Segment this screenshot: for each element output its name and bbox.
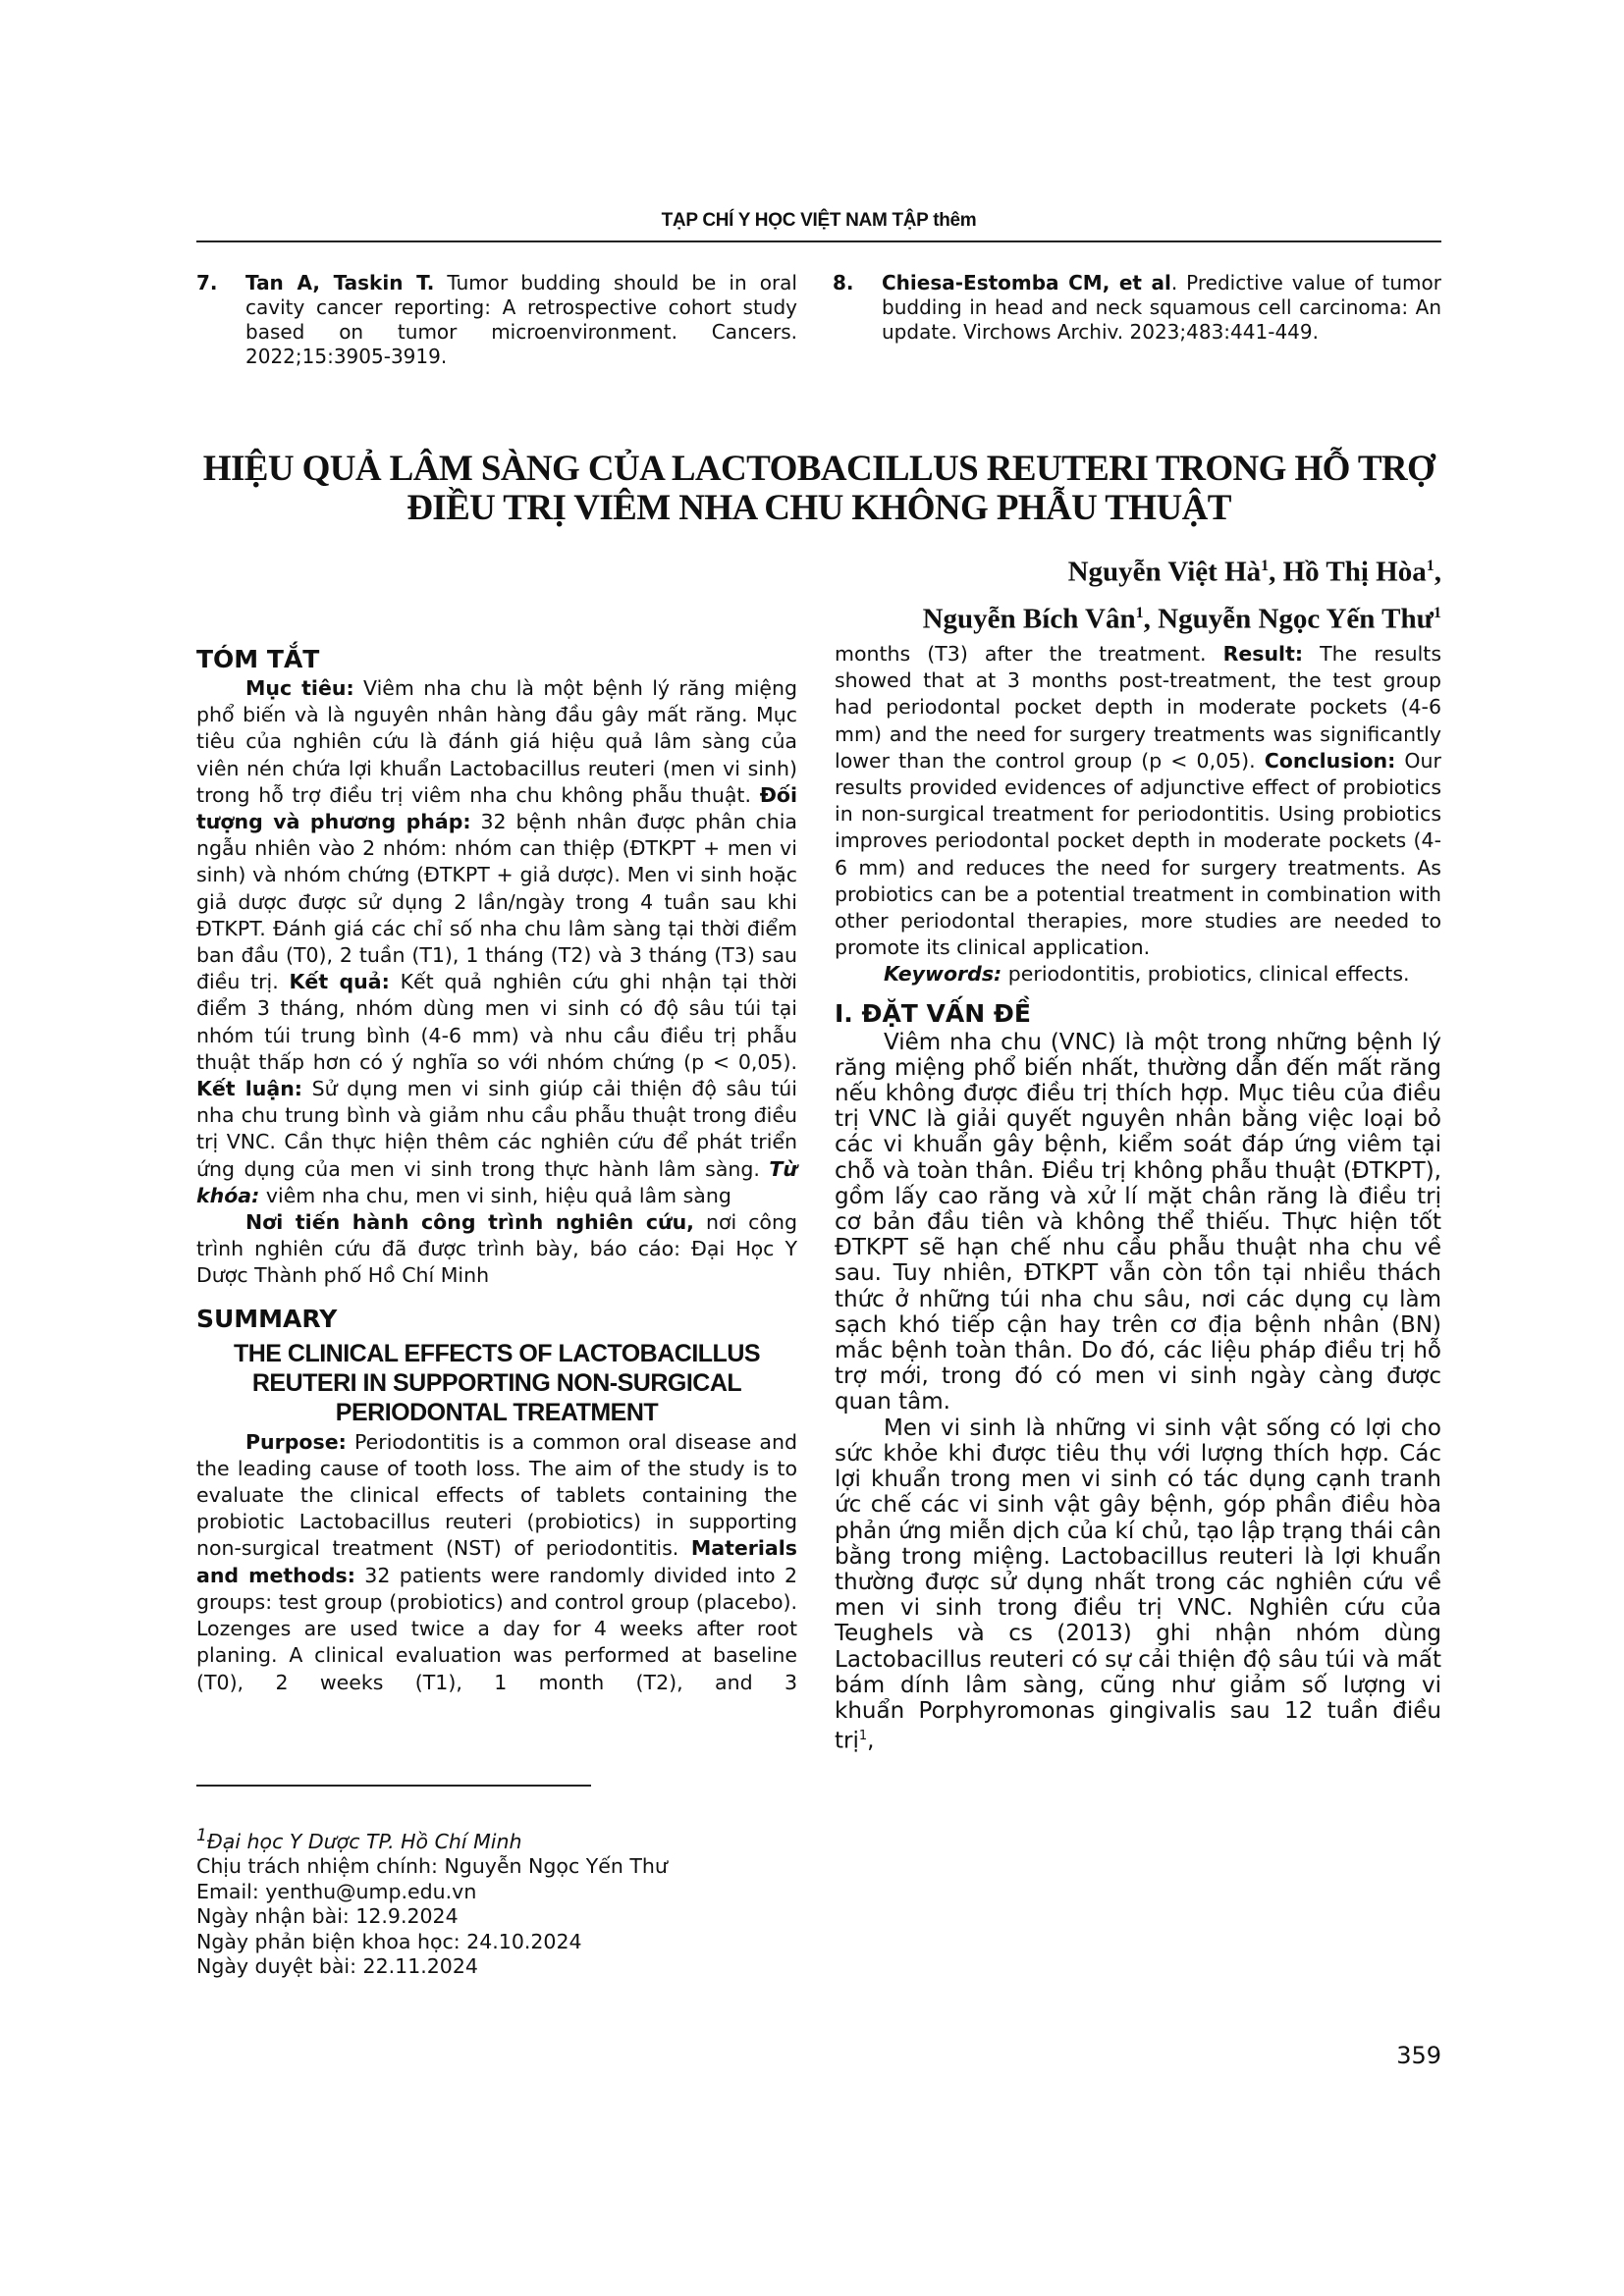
text: Kết quả nghiên cứu ghi nhận tại thời điểm 3 tháng, nhóm dùng men vi sinh có độ sâu túi tại nhóm túi trung bình (4-6 mm) và nhu cầu điều trị phẫu thuật thấp hơn có ý nghĩa so với nhóm chứng (p < 0,05).: [196, 970, 797, 1074]
label: Purpose:: [245, 1429, 347, 1454]
text: Sử dụng men vi sinh giúp cải thiện độ sâu túi nha chu trung bình và giảm nhu cầu phẫu thuật trong điều trị VNC. Cần thực hiện thêm các nghiên cứu để phát triển ứng dụng của men vi sinh trong thực hành lâm sàng.: [196, 1077, 797, 1181]
journal-header: TẠP CHÍ Y HỌC VIỆT NAM TẬP thêm: [661, 210, 977, 231]
abstract-vi-heading: TÓM TẮT: [196, 645, 320, 673]
article-title: [177, 450, 1461, 528]
accepted-date: Ngày duyệt bài: 22.11.2024: [196, 1954, 478, 1979]
reference-authors: Tan A, Taskin T.: [245, 271, 435, 294]
abstract-en-continued: [835, 641, 1441, 961]
email: Email: yenthu@ump.edu.vn: [196, 1879, 477, 1903]
abstract-vi-body: [196, 675, 797, 1209]
affiliation-mark: 1: [1426, 558, 1435, 574]
english-title: THE CLINICAL EFFECTS OF LACTOBACILLUS REUTERI IN SUPPORTING NON-SURGICAL PERIODONTAL TREATMENT: [233, 1339, 761, 1426]
reference-number: 7.: [196, 271, 218, 294]
affiliation-mark: 1: [1434, 604, 1441, 621]
header-divider: [196, 240, 1441, 242]
keywords-en: [835, 961, 1441, 988]
label: Kết quả:: [289, 970, 390, 994]
label: Kết luận:: [196, 1077, 303, 1101]
text: Periodontitis is a common oral disease and the leading cause of tooth loss. The aim of the study is to evaluate the clinical effects of tablets containing the probiotic Lactobacillus reuteri (probiotics) in supporting non-surgical treatment (NST) of periodontitis.: [196, 1429, 797, 1561]
received-date: Ngày nhận bài: 12.9.2024: [196, 1904, 459, 1929]
affiliation-mark: 1: [1261, 558, 1270, 574]
citation[interactable]: 1: [858, 1729, 868, 1744]
text: Viêm nha chu là một bệnh lý răng miệng phổ biến và là nguyên nhân hàng đầu gây mất răng. Mục tiêu của nghiên cứu là đánh giá hiệu quả lâm sàng của viên nén chứa lợi khuẩn Lactobacillus reuteri (men vi sinh) trong hỗ trợ điều trị viêm nha chu không phẫu thuật.: [196, 676, 798, 807]
reference-authors: Chiesa-Estomba CM, et al: [882, 271, 1171, 294]
research-site: [196, 1209, 797, 1290]
reference-text: Tumor budding should be in oral cavity cancer reporting: A retrospective cohort study based on tumor microenvironment. Cancers. 2022;15:3905-3919.: [245, 271, 797, 368]
footnote-divider: [196, 1785, 591, 1787]
title-line-1: HIỆU QUẢ LÂM SÀNG CỦA LACTOBACILLUS REUTERI TRONG HỖ TRỢ: [202, 449, 1435, 489]
text: months (T3) after the treatment.: [835, 642, 1223, 666]
label: Materials and methods:: [196, 1536, 797, 1587]
text: ,: [867, 1728, 875, 1754]
right-column: [835, 641, 1441, 1754]
author: Hồ Thị Hòa: [1282, 556, 1427, 588]
author: Nguyễn Ngọc Yến Thư: [1158, 603, 1434, 635]
corresponding-author: Chịu trách nhiệm chính: Nguyễn Ngọc Yến Thư: [196, 1854, 668, 1879]
affiliation: Đại học Y Dược TP. Hồ Chí Minh: [206, 1829, 522, 1853]
text: 32 bệnh nhân được phân chia ngẫu nhiên vào 2 nhóm: nhóm can thiệp (ĐTKPT + men vi sinh) và nhóm chứng (ĐTKPT + giả dược). Men vi sinh hoặc giả dược được sử dụng 2 lần/ngày trong 4 tuần sau khi ĐTKPT. Đánh giá các chỉ số nha chu lâm sàng tại thời điểm ban đầu (T0), 2 tuần (T1), 1 tháng (T2) và 3 tháng (T3) sau điều trị.: [196, 810, 797, 994]
text: Our results provided evidences of adjunctive effect of probiotics in non-surgical treatment for periodontitis. Using probiotics improves periodontal pocket depth in moderate pockets (4-6 mm) and reduces the need for surgery treatments. As probiotics can be a potential treatment in combination with other periodontal therapies, more studies are needed to promote its clinical application.: [835, 748, 1441, 960]
affiliation-mark: 1: [196, 1826, 207, 1845]
label: Mục tiêu:: [245, 676, 354, 700]
left-column: [196, 644, 797, 1696]
label: Keywords:: [884, 962, 1002, 987]
label: Từ khóa:: [196, 1156, 797, 1207]
reference-number: 8.: [833, 271, 854, 294]
footnote: [196, 1824, 668, 1980]
author: Nguyễn Bích Vân: [922, 603, 1136, 635]
author-list: Nguyễn Việt $Hà^1$, Hồ Thị Hòa$^1$, Nguyễn Bích Vân$^1$, Nguyễn Ngọc Yến Thư$^1$: [922, 556, 1441, 635]
text: The results showed that at 3 months post-treatment, the test group had periodontal pocket depth in moderate pockets (4-6 mm) and the need for surgery treatments was significantly lower than the control group (p < 0,05).: [835, 642, 1441, 773]
text: viêm nha chu, men vi sinh, hiệu quả lâm sàng: [259, 1183, 731, 1207]
label: Nơi tiến hành công trình nghiên cứu,: [245, 1210, 694, 1235]
section-heading-intro: I. ĐẶT VẤN ĐỀ: [835, 998, 1031, 1028]
label: Conclusion:: [1264, 748, 1396, 773]
intro-paragraph-1: Viêm nha chu (VNC) là một trong những bệnh lý răng miệng phổ biến nhất, thường dẫn đến mất răng nếu không được điều trị thích hợp. Mục tiêu của điều trị VNC là giải quyết nguyên nhân bằng việc loại bỏ các vi khuẩn gây bệnh, kiểm soát đáp ứng viêm tại chỗ và toàn thân. Điều trị không phẫu thuật (ĐTKPT), gồm lấy cao răng và xử lí mặt chân răng là điều trị cơ bản đầu tiên và không thể thiếu. Thực hiện tốt ĐTKPT sẽ hạn chế nhu cầu phẫu thuật nha chu về sau. Tuy nhiên, ĐTKPT vẫn còn tồn tại nhiều thách thức ở những túi nha chu sâu, nơi các dụng cụ làm sạch khó tiếp cận hay trên cơ địa bệnh nhân (BN) mắc bệnh toàn thân. Do đó, các liệu pháp điều trị hỗ trợ mới, trong đó có men vi sinh ngày càng được quan tâm.: [835, 1029, 1441, 1415]
page-number: 359: [1396, 2042, 1441, 2069]
abstract-en-heading: SUMMARY: [196, 1304, 338, 1333]
label: Đối tượng và phương pháp:: [196, 782, 797, 834]
text: Men vi sinh là những vi sinh vật sống có lợi cho sức khỏe khi được tiêu thụ với lượng thích hợp. Các lợi khuẩn trong men vi sinh có tác dụng cạnh tranh ức chế các vi sinh vật gây bệnh, góp phần điều hòa phản ứng miễn dịch của kí chủ, tạo lập trạng thái cân bằng trong miệng. Lactobacillus reuteri là lợi khuẩn thường được sử dụng nhất trong các nghiên cứu về men vi sinh trong điều trị VNC. Nghiên cứu của Teughels và cs (2013) ghi nhận nhóm dùng Lactobacillus reuteri có sự cải thiện độ sâu túi và mất bám dính lâm sàng, cũng như giảm số lượng vi khuẩn Porphyromonas gingivalis sau 12 tuần điều trị: [835, 1415, 1441, 1754]
affiliation-mark: 1: [1135, 604, 1144, 621]
text: 32 patients were randomly divided into 2 groups: test group (probiotics) and control group (placebo). Lozenges are used twice a day for 4 weeks after root planing. A clinical evaluation was performed at baseline (T0), 2 weeks (T1), 1 month (T2), and 3: [196, 1563, 798, 1694]
abstract-en-body: [196, 1429, 797, 1696]
title-line-2: ĐIỀU TRỊ VIÊM NHA CHU KHÔNG PHẪU THUẬT: [406, 488, 1231, 528]
reference-8: [833, 271, 1441, 345]
text: nơi công trình nghiên cứu đã được trình bày, báo cáo: Đại Học Y Dược Thành phố Hồ Chí Minh: [196, 1210, 797, 1288]
text: periodontitis, probiotics, clinical effects.: [1001, 962, 1410, 987]
author: Nguyễn Việt Hà: [1067, 556, 1262, 588]
reference-text: . Predictive value of tumor budding in head and neck squamous cell carcinoma: An update. Virchows Archiv. 2023;483:441-449.: [882, 271, 1441, 344]
label: Result:: [1222, 642, 1304, 666]
review-date: Ngày phản biện khoa học: 24.10.2024: [196, 1929, 582, 1953]
reference-7: [196, 271, 797, 369]
intro-paragraph-2: [835, 1415, 1441, 1754]
